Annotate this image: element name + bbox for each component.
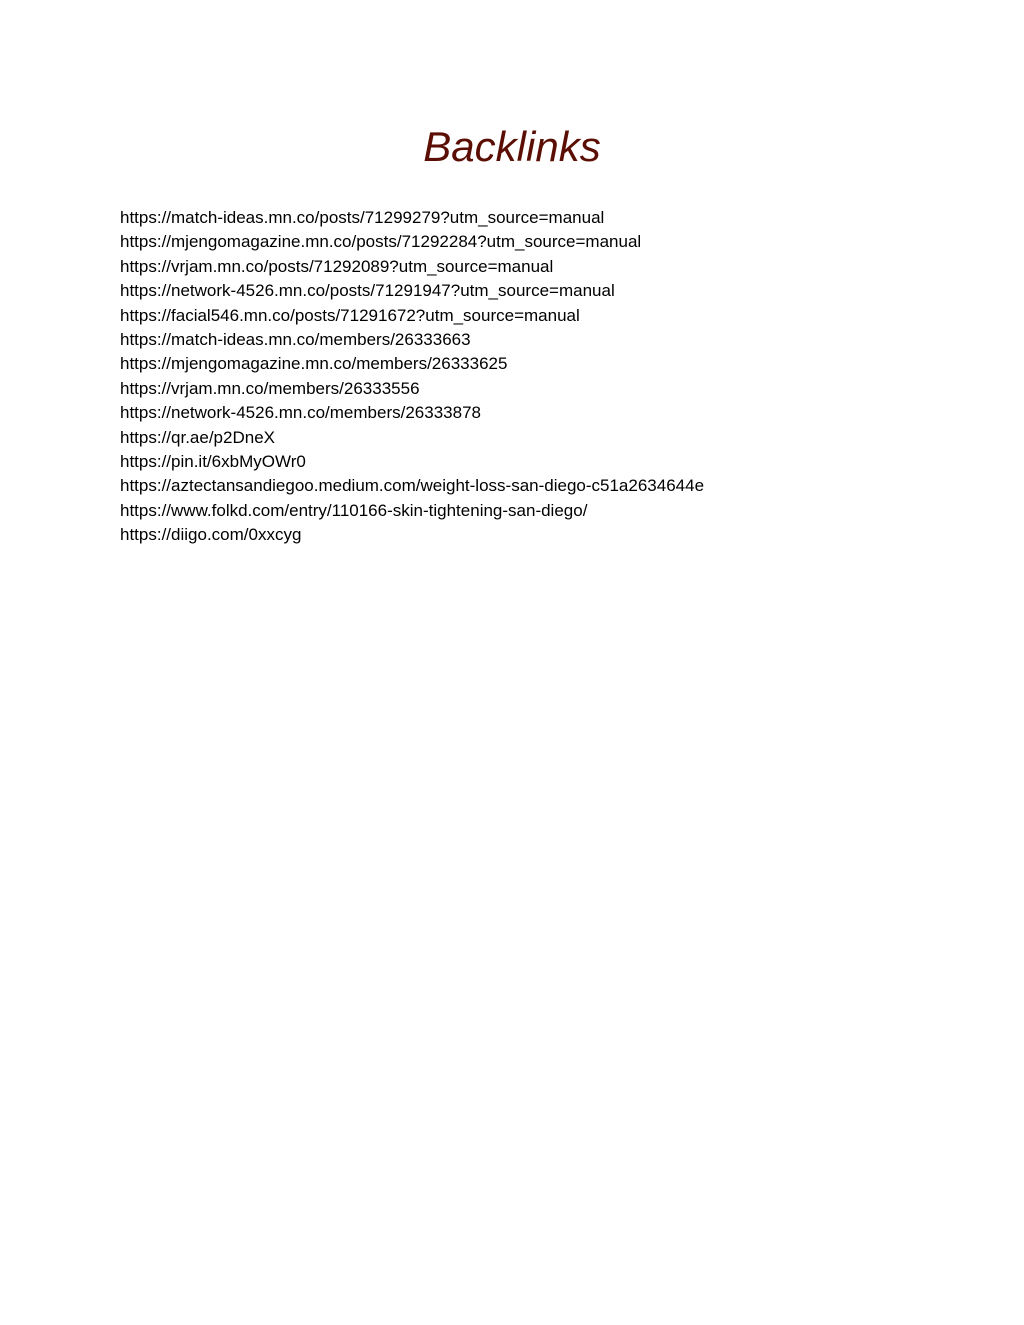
backlink-url[interactable]: https://mjengomagazine.mn.co/posts/71292284?utm_source=manual <box>120 232 642 252</box>
list-item <box>120 426 980 450</box>
backlink-url[interactable]: https://diigo.com/0xxcyg <box>120 525 302 545</box>
backlink-url[interactable]: https://aztectansandiegoo.medium.com/weight-loss-san-diego-c51a2634644e <box>120 476 705 496</box>
backlinks-list <box>120 206 980 547</box>
backlink-url[interactable]: https://facial546.mn.co/posts/71291672?utm_source=manual <box>120 305 580 325</box>
backlink-url[interactable]: https://pin.it/6xbMyOWr0 <box>120 451 306 471</box>
list-item <box>120 255 980 279</box>
backlink-url[interactable]: https://network-4526.mn.co/posts/71291947?utm_source=manual <box>120 281 615 301</box>
list-item <box>120 377 980 401</box>
list-item <box>120 474 980 498</box>
list-item <box>120 279 980 303</box>
list-item <box>120 230 980 254</box>
list-item <box>120 450 980 474</box>
list-item <box>120 206 980 230</box>
backlink-url[interactable]: https://vrjam.mn.co/members/26333556 <box>120 378 420 398</box>
list-item <box>120 352 980 376</box>
backlink-url[interactable]: https://mjengomagazine.mn.co/members/26333625 <box>120 354 508 374</box>
backlink-url[interactable]: https://www.folkd.com/entry/110166-skin-tightening-san-diego/ <box>120 500 588 520</box>
list-item <box>120 328 980 352</box>
backlink-url[interactable]: https://qr.ae/p2DneX <box>120 427 275 447</box>
list-item <box>120 304 980 328</box>
list-item <box>120 499 980 523</box>
backlink-url[interactable]: https://vrjam.mn.co/posts/71292089?utm_source=manual <box>120 256 554 276</box>
list-item <box>120 401 980 425</box>
backlink-url[interactable]: https://match-ideas.mn.co/members/26333663 <box>120 329 471 349</box>
backlink-url[interactable]: https://match-ideas.mn.co/posts/71299279?utm_source=manual <box>120 208 605 227</box>
page-title: Backlinks <box>423 123 601 170</box>
list-item <box>120 523 980 547</box>
backlink-url[interactable]: https://network-4526.mn.co/members/26333878 <box>120 403 481 423</box>
